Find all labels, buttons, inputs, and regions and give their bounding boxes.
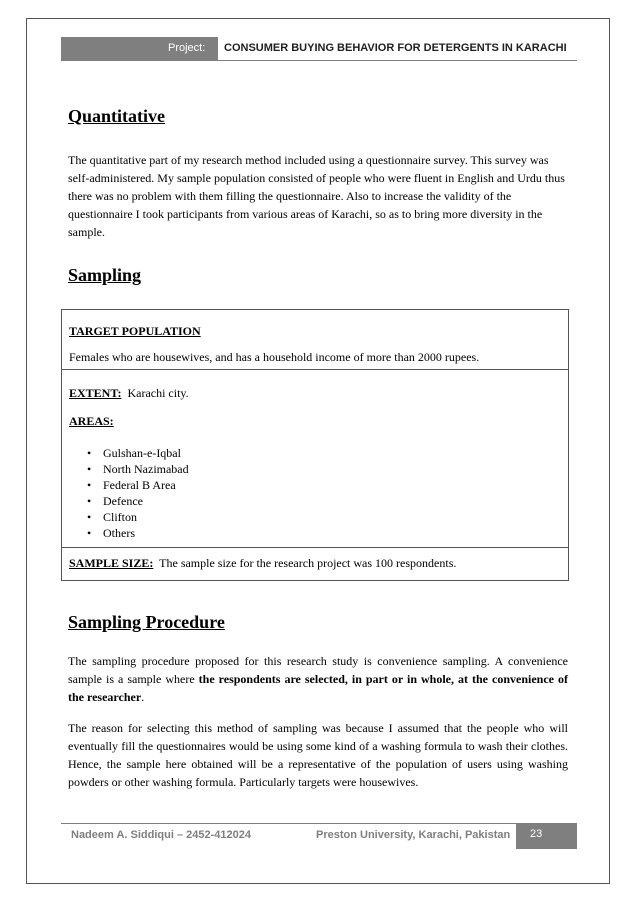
footer-author: Nadeem A. Siddiqui – 2452-412024	[71, 829, 251, 841]
areas-label: AREAS:	[69, 414, 114, 428]
procedure-heading: Sampling Procedure	[68, 612, 225, 632]
sample-size-row	[62, 548, 568, 581]
header-divider	[61, 60, 577, 61]
sample-size-label: SAMPLE SIZE:	[69, 556, 154, 570]
quantitative-heading: Quantitative	[68, 106, 165, 126]
sampling-table	[61, 309, 569, 581]
target-population-label: TARGET POPULATION	[69, 324, 201, 338]
quantitative-paragraph: The quantitative part of my research method included using a questionnaire survey. This survey was self-administered. My sample population consisted of people who were fluent in English and Urdu thus there was no problem with them filling the questionnaire. Also to increase the validity of the questionnaire I took participants from various areas of Karachi, so as to bring more diversity in the sample.	[68, 153, 565, 239]
extent-label: EXTENT:	[69, 386, 122, 400]
sample-size-text: The sample size for the research project was 100 respondents.	[159, 556, 457, 570]
header-title: CONSUMER BUYING BEHAVIOR FOR DETERGENTS IN KARACHI	[224, 42, 567, 54]
list-item: • Gulshan-e-Iqbal	[87, 446, 181, 460]
header-label: Project:	[168, 42, 206, 54]
page-number: 23	[516, 823, 577, 849]
extent-text: Karachi city.	[127, 386, 189, 400]
extent-areas-row	[62, 370, 568, 548]
areas-list	[87, 445, 189, 541]
list-item: • Defence	[87, 494, 143, 508]
list-item: • North Nazimabad	[87, 462, 189, 476]
list-item: • Clifton	[87, 510, 138, 524]
target-population-row	[62, 310, 568, 370]
extent-line	[69, 386, 189, 401]
procedure-paragraph-2: The reason for selecting this method of sampling was because I assumed that the people who will eventually fill the questionnaires would be using some kind of a washing formula to wash their clothes. Hence, the sample here obtained will be a representative of the population of users using washing powders or other washing formula. Particularly targets were housewives.	[68, 721, 568, 789]
footer-divider	[61, 823, 516, 824]
target-population-text: Females who are housewives, and has a household income of more than 2000 rupees.	[69, 350, 480, 364]
list-item: • Federal B Area	[87, 478, 176, 492]
sampling-heading: Sampling	[68, 265, 142, 285]
list-item: • Others	[87, 526, 135, 540]
procedure-paragraph-1: The sampling procedure proposed for this research study is convenience sampling. A convenience sample is a sample where the respondents are selected, in part or in whole, at the convenience of the researcher.	[68, 654, 568, 704]
sample-size-line	[69, 556, 456, 571]
footer-university: Preston University, Karachi, Pakistan	[316, 829, 511, 841]
